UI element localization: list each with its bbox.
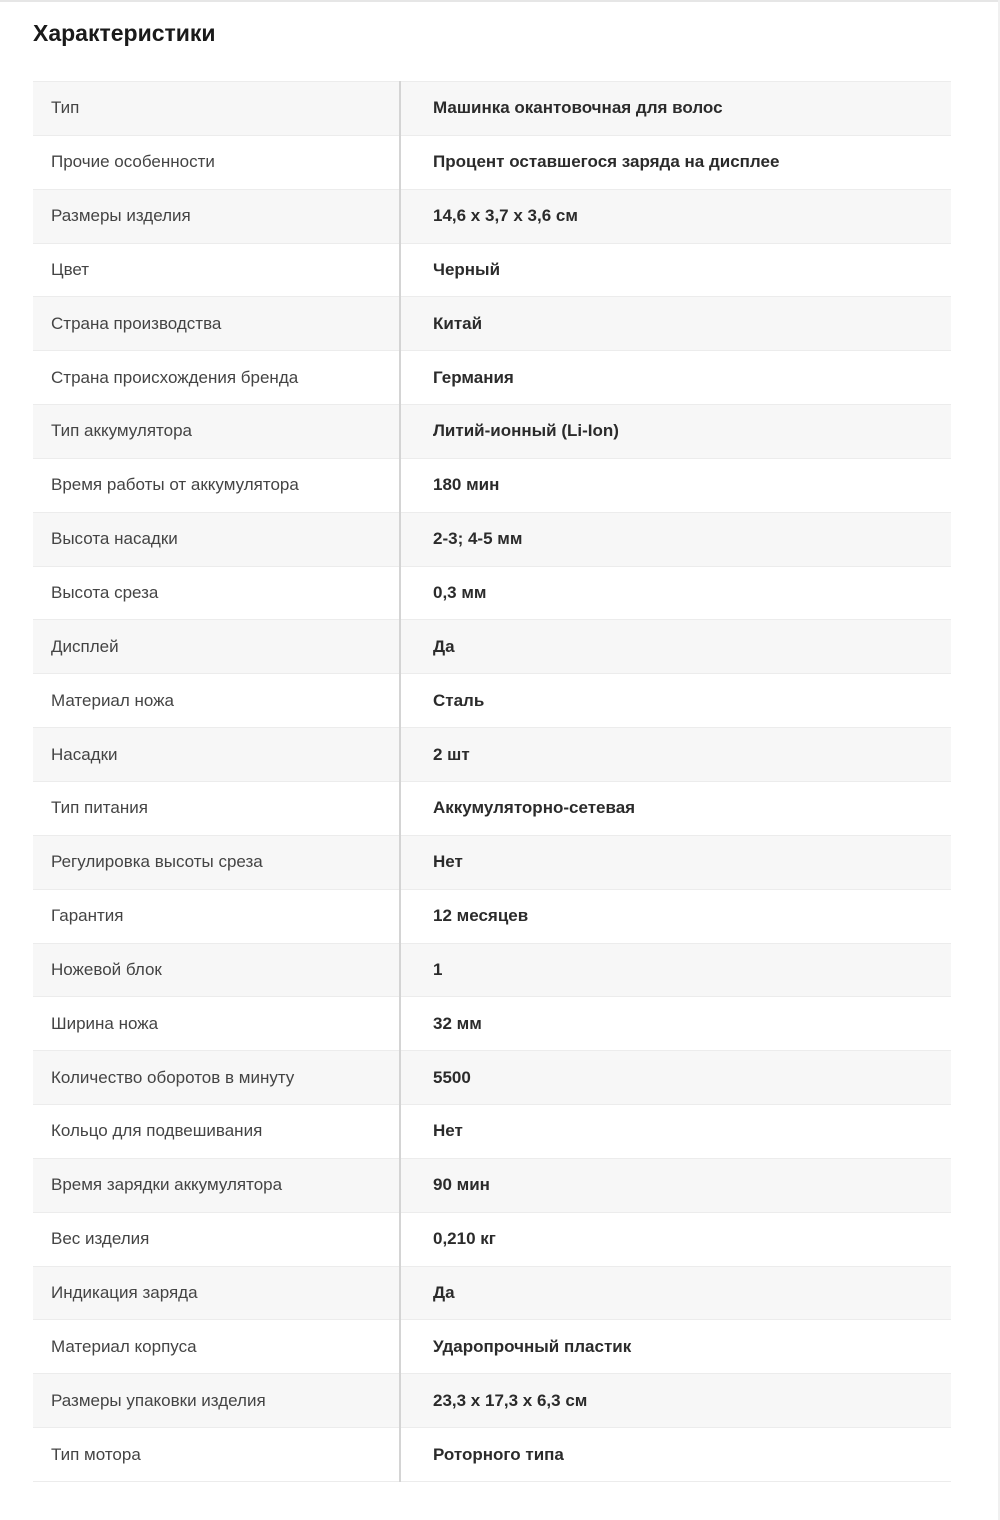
spec-name: Прочие особенности bbox=[33, 135, 400, 189]
spec-name: Регулировка высоты среза bbox=[33, 835, 400, 889]
spec-name: Ширина ножа bbox=[33, 997, 400, 1051]
table-row bbox=[33, 997, 951, 1051]
spec-value: Процент оставшегося заряда на дисплее bbox=[400, 135, 951, 189]
spec-value: Аккумуляторно-сетевая bbox=[400, 781, 951, 835]
spec-value: Литий-ионный (Li-Ion) bbox=[400, 405, 951, 459]
table-row bbox=[33, 1320, 951, 1374]
table-row bbox=[33, 189, 951, 243]
spec-name: Тип аккумулятора bbox=[33, 405, 400, 459]
spec-value: Машинка окантовочная для волос bbox=[400, 82, 951, 136]
spec-name: Вес изделия bbox=[33, 1212, 400, 1266]
table-row bbox=[33, 135, 951, 189]
spec-value: Германия bbox=[400, 351, 951, 405]
table-row bbox=[33, 781, 951, 835]
spec-value: Нет bbox=[400, 1105, 951, 1159]
specs-table bbox=[33, 81, 951, 1482]
spec-value: 5500 bbox=[400, 1051, 951, 1105]
table-row bbox=[33, 1266, 951, 1320]
table-row bbox=[33, 566, 951, 620]
spec-name: Тип питания bbox=[33, 781, 400, 835]
spec-name: Время работы от аккумулятора bbox=[33, 458, 400, 512]
table-row bbox=[33, 1158, 951, 1212]
table-row bbox=[33, 1051, 951, 1105]
spec-name: Дисплей bbox=[33, 620, 400, 674]
table-row bbox=[33, 512, 951, 566]
table-row bbox=[33, 674, 951, 728]
spec-value: Китай bbox=[400, 297, 951, 351]
table-row bbox=[33, 835, 951, 889]
page-title: Характеристики bbox=[33, 20, 216, 46]
spec-value: 0,210 кг bbox=[400, 1212, 951, 1266]
spec-value: Роторного типа bbox=[400, 1428, 951, 1482]
spec-value: 32 мм bbox=[400, 997, 951, 1051]
table-row bbox=[33, 620, 951, 674]
spec-value: 90 мин bbox=[400, 1158, 951, 1212]
spec-name: Высота среза bbox=[33, 566, 400, 620]
spec-name: Количество оборотов в минуту bbox=[33, 1051, 400, 1105]
table-row bbox=[33, 1212, 951, 1266]
spec-name: Страна происхождения бренда bbox=[33, 351, 400, 405]
spec-name: Время зарядки аккумулятора bbox=[33, 1158, 400, 1212]
table-row bbox=[33, 728, 951, 782]
spec-name: Высота насадки bbox=[33, 512, 400, 566]
spec-value: 12 месяцев bbox=[400, 889, 951, 943]
table-row bbox=[33, 82, 951, 136]
spec-value: 1 bbox=[400, 943, 951, 997]
spec-value: Нет bbox=[400, 835, 951, 889]
table-row bbox=[33, 458, 951, 512]
table-row bbox=[33, 297, 951, 351]
table-row bbox=[33, 1428, 951, 1482]
spec-name: Цвет bbox=[33, 243, 400, 297]
table-row bbox=[33, 1374, 951, 1428]
table-row bbox=[33, 943, 951, 997]
spec-name: Гарантия bbox=[33, 889, 400, 943]
spec-value: 2 шт bbox=[400, 728, 951, 782]
spec-name: Размеры изделия bbox=[33, 189, 400, 243]
spec-name: Размеры упаковки изделия bbox=[33, 1374, 400, 1428]
table-row bbox=[33, 1105, 951, 1159]
spec-name: Ножевой блок bbox=[33, 943, 400, 997]
spec-name: Индикация заряда bbox=[33, 1266, 400, 1320]
spec-value: Сталь bbox=[400, 674, 951, 728]
spec-value: 0,3 мм bbox=[400, 566, 951, 620]
table-row bbox=[33, 351, 951, 405]
top-divider bbox=[0, 0, 1000, 2]
spec-name: Тип мотора bbox=[33, 1428, 400, 1482]
spec-value: Ударопрочный пластик bbox=[400, 1320, 951, 1374]
spec-value: 23,3 х 17,3 х 6,3 см bbox=[400, 1374, 951, 1428]
spec-value: 14,6 х 3,7 х 3,6 см bbox=[400, 189, 951, 243]
table-row bbox=[33, 889, 951, 943]
spec-name: Материал корпуса bbox=[33, 1320, 400, 1374]
spec-value: 2-3; 4-5 мм bbox=[400, 512, 951, 566]
spec-name: Материал ножа bbox=[33, 674, 400, 728]
table-row bbox=[33, 243, 951, 297]
spec-name: Насадки bbox=[33, 728, 400, 782]
spec-name: Тип bbox=[33, 82, 400, 136]
spec-name: Страна производства bbox=[33, 297, 400, 351]
table-row bbox=[33, 405, 951, 459]
specs-table-body bbox=[33, 82, 951, 1482]
spec-value: Черный bbox=[400, 243, 951, 297]
spec-value: 180 мин bbox=[400, 458, 951, 512]
spec-value: Да bbox=[400, 1266, 951, 1320]
spec-name: Кольцо для подвешивания bbox=[33, 1105, 400, 1159]
spec-value: Да bbox=[400, 620, 951, 674]
